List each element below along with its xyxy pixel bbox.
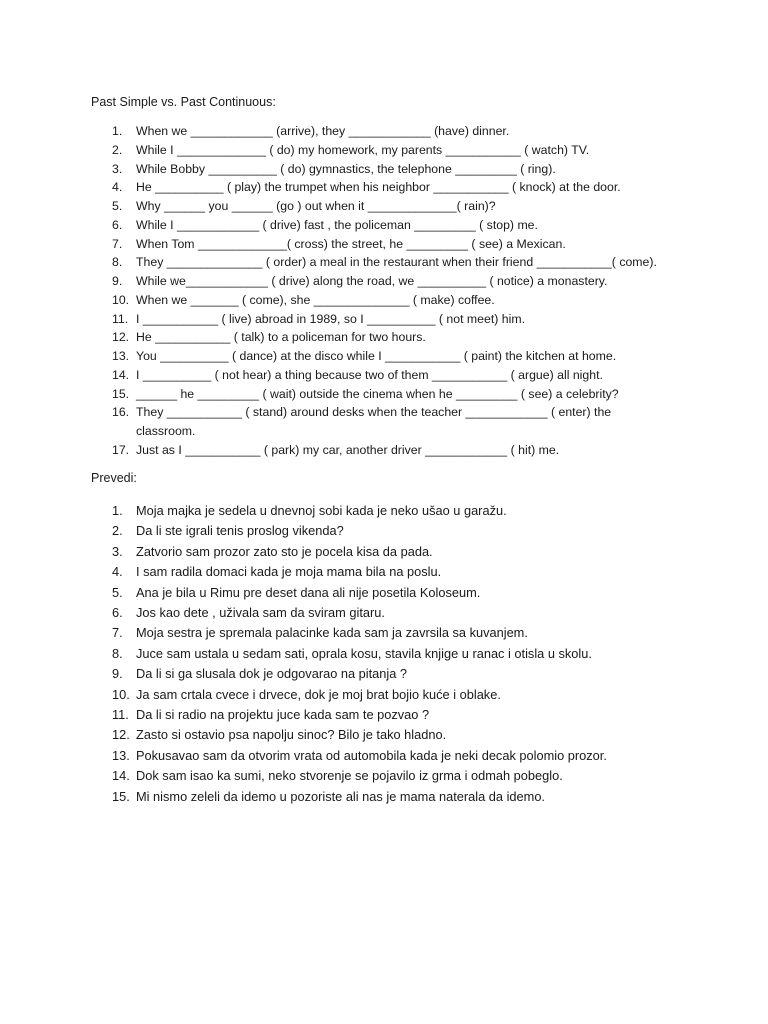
exercise-item [0, 347, 657, 366]
item-number: 5. [112, 584, 123, 600]
section-title-prevedi: Prevedi: [91, 471, 137, 485]
item-number: 13. [112, 349, 130, 363]
item-text: While we____________ ( drive) along the road, we __________ ( notice) a monastery. [136, 274, 608, 288]
exercise-item [0, 253, 657, 272]
translation-item [0, 501, 607, 521]
item-number: 7. [112, 236, 123, 251]
exercise-item [0, 122, 657, 141]
item-text: Moja sestra je spremala palacinke kada sam ja zavrsila sa kuvanjem. [136, 625, 528, 641]
section-title-past-simple-vs-continuous: Past Simple vs. Past Continuous: [91, 95, 276, 109]
exercise-item [0, 197, 657, 216]
exercise-item [0, 441, 657, 460]
item-number: 11. [112, 707, 129, 723]
item-text: Mi nismo zeleli da idemo u pozoriste ali nas je mama naterala da idemo. [136, 788, 545, 804]
translation-item [0, 685, 607, 705]
item-text: Why ______ you ______ (go ) out when it _____________( rain)? [136, 199, 496, 213]
item-text: When Tom _____________( cross) the street, he _________ ( see) a Mexican. [136, 236, 566, 251]
translation-item [0, 725, 607, 745]
item-number: 15. [112, 386, 130, 401]
item-number: 1. [112, 503, 123, 518]
item-number: 9. [112, 274, 123, 288]
item-number: 14. [112, 367, 130, 382]
item-number: 4. [112, 180, 123, 195]
exercise-item [0, 160, 657, 179]
exercise-list [0, 122, 657, 460]
item-number: 5. [112, 199, 123, 213]
item-text: He ___________ ( talk) to a policeman for two hours. [136, 330, 426, 345]
item-number: 17. [112, 442, 130, 457]
item-number: 12. [112, 727, 130, 743]
translation-item [0, 766, 607, 786]
exercise-item [0, 385, 657, 404]
item-text: I ___________ ( live) abroad in 1989, so I __________ ( not meet) him. [136, 311, 525, 326]
exercise-item [0, 141, 657, 160]
translation-item [0, 644, 607, 664]
item-text: Ana je bila u Rimu pre deset dana ali nije posetila Koloseum. [136, 584, 481, 600]
item-number: 7. [112, 625, 123, 641]
item-text: While I ____________ ( drive) fast , the policeman _________ ( stop) me. [136, 217, 538, 232]
item-text: You __________ ( dance) at the disco while I ___________ ( paint) the kitchen at home. [136, 349, 617, 363]
translation-item [0, 787, 607, 807]
item-number: 4. [112, 564, 123, 580]
translation-item [0, 521, 607, 541]
item-text: Pokusavao sam da otvorim vrata od automobila kada je neki decak polomio prozor. [136, 747, 607, 763]
translation-item [0, 664, 607, 684]
item-text: I __________ ( not hear) a thing because two of them ___________ ( argue) all night. [136, 367, 603, 382]
item-number: 3. [112, 161, 123, 176]
item-text: While I _____________ ( do) my homework, my parents ___________ ( watch) TV. [136, 142, 590, 157]
exercise-item [0, 291, 657, 310]
translation-item [0, 562, 607, 582]
item-text: While Bobby __________ ( do) gymnastics, the telephone _________ ( ring). [136, 161, 556, 176]
item-number: 6. [112, 217, 123, 232]
item-text: Dok sam isao ka sumi, neko stvorenje se pojavilo iz grma i odmah pobeglo. [136, 768, 563, 784]
exercise-item [0, 272, 657, 291]
item-number: 9. [112, 666, 123, 682]
item-text-continuation: classroom. [136, 424, 196, 438]
item-number: 2. [112, 523, 123, 539]
exercise-item [0, 178, 657, 197]
translation-item [0, 746, 607, 766]
item-number: 12. [112, 330, 130, 345]
item-number: 8. [112, 255, 123, 270]
exercise-item [0, 235, 657, 254]
translation-item [0, 583, 607, 603]
exercise-item [0, 403, 657, 441]
item-number: 10. [112, 686, 130, 702]
item-text: When we _______ ( come), she ______________ ( make) coffee. [136, 292, 495, 307]
translation-item [0, 603, 607, 623]
translation-list [0, 501, 607, 807]
item-number: 16. [112, 405, 130, 420]
item-text: Just as I ___________ ( park) my car, another driver ____________ ( hit) me. [136, 442, 560, 457]
item-text: Da li ste igrali tenis proslog vikenda? [136, 523, 344, 539]
exercise-item [0, 366, 657, 385]
translation-item [0, 542, 607, 562]
item-number: 6. [112, 605, 123, 621]
item-number: 11. [112, 311, 129, 326]
item-text: ______ he _________ ( wait) outside the cinema when he _________ ( see) a celebrity? [136, 386, 619, 401]
translation-item [0, 623, 607, 643]
item-number: 2. [112, 142, 123, 157]
exercise-item [0, 216, 657, 235]
item-number: 13. [112, 747, 130, 763]
item-text: Moja majka je sedela u dnevnoj sobi kada je neko ušao u garažu. [136, 503, 507, 518]
item-number: 10. [112, 292, 130, 307]
exercise-item [0, 310, 657, 329]
item-text: Zasto si ostavio psa napolju sinoc? Bilo je tako hladno. [136, 727, 447, 743]
item-number: 15. [112, 788, 130, 804]
item-number: 14. [112, 768, 130, 784]
item-text: They ______________ ( order) a meal in the restaurant when their friend ___________( come). [136, 255, 657, 270]
item-text: Juce sam ustala u sedam sati, oprala kosu, stavila knjige u ranac i otisla u skolu. [136, 645, 592, 661]
item-text: Zatvorio sam prozor zato sto je pocela kisa da pada. [136, 543, 433, 559]
item-text: Da li si radio na projektu juce kada sam te pozvao ? [136, 707, 430, 723]
item-text: Da li si ga slusala dok je odgovarao na pitanja ? [136, 666, 408, 682]
item-text: Jos kao dete , uživala sam da sviram gitaru. [136, 605, 385, 621]
item-text: When we ____________ (arrive), they ____________ (have) dinner. [136, 124, 510, 138]
exercise-item [0, 328, 657, 347]
item-text: They ___________ ( stand) around desks when the teacher ____________ ( enter) the [136, 405, 612, 420]
item-text: He __________ ( play) the trumpet when his neighbor ___________ ( knock) at the door. [136, 180, 621, 195]
item-text: Ja sam crtala cvece i drvece, dok je moj brat bojio kuće i oblake. [136, 686, 501, 702]
item-number: 1. [112, 124, 123, 138]
item-number: 3. [112, 543, 123, 559]
item-text: I sam radila domaci kada je moja mama bila na poslu. [136, 564, 442, 580]
translation-item [0, 705, 607, 725]
item-number: 8. [112, 645, 123, 661]
